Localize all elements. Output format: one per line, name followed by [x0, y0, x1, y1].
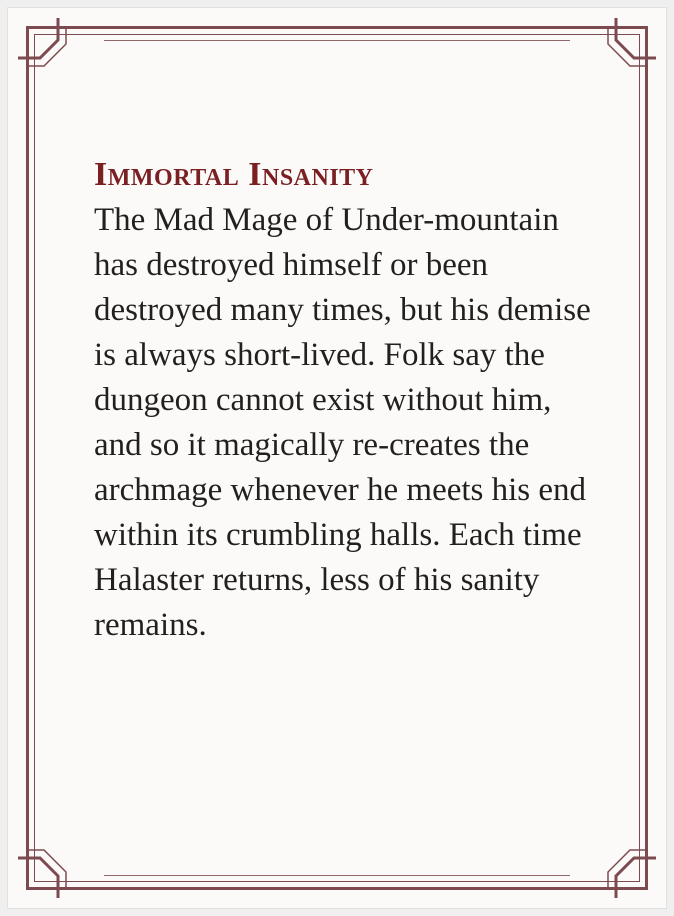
divider-bottom [104, 875, 570, 876]
body-paragraph: The Mad Mage of Under-mountain has destroyed himself or been destroyed many times, but his demise is always short-lived. Folk say the dungeon cannot exist without him, and so it magically re-creates the archmage whenever he meets his end within its crumbling halls. Each time Halaster returns, less of his sanity remains. [94, 202, 591, 643]
page-title: Immortal Insanity [94, 156, 374, 193]
corner-ornament-bottom-left [18, 836, 80, 898]
corner-ornament-top-left [18, 18, 80, 80]
card-content [94, 158, 594, 648]
corner-ornament-bottom-right [594, 836, 656, 898]
divider-top [104, 40, 570, 41]
rules-card [8, 8, 666, 908]
corner-ornament-top-right [594, 18, 656, 80]
